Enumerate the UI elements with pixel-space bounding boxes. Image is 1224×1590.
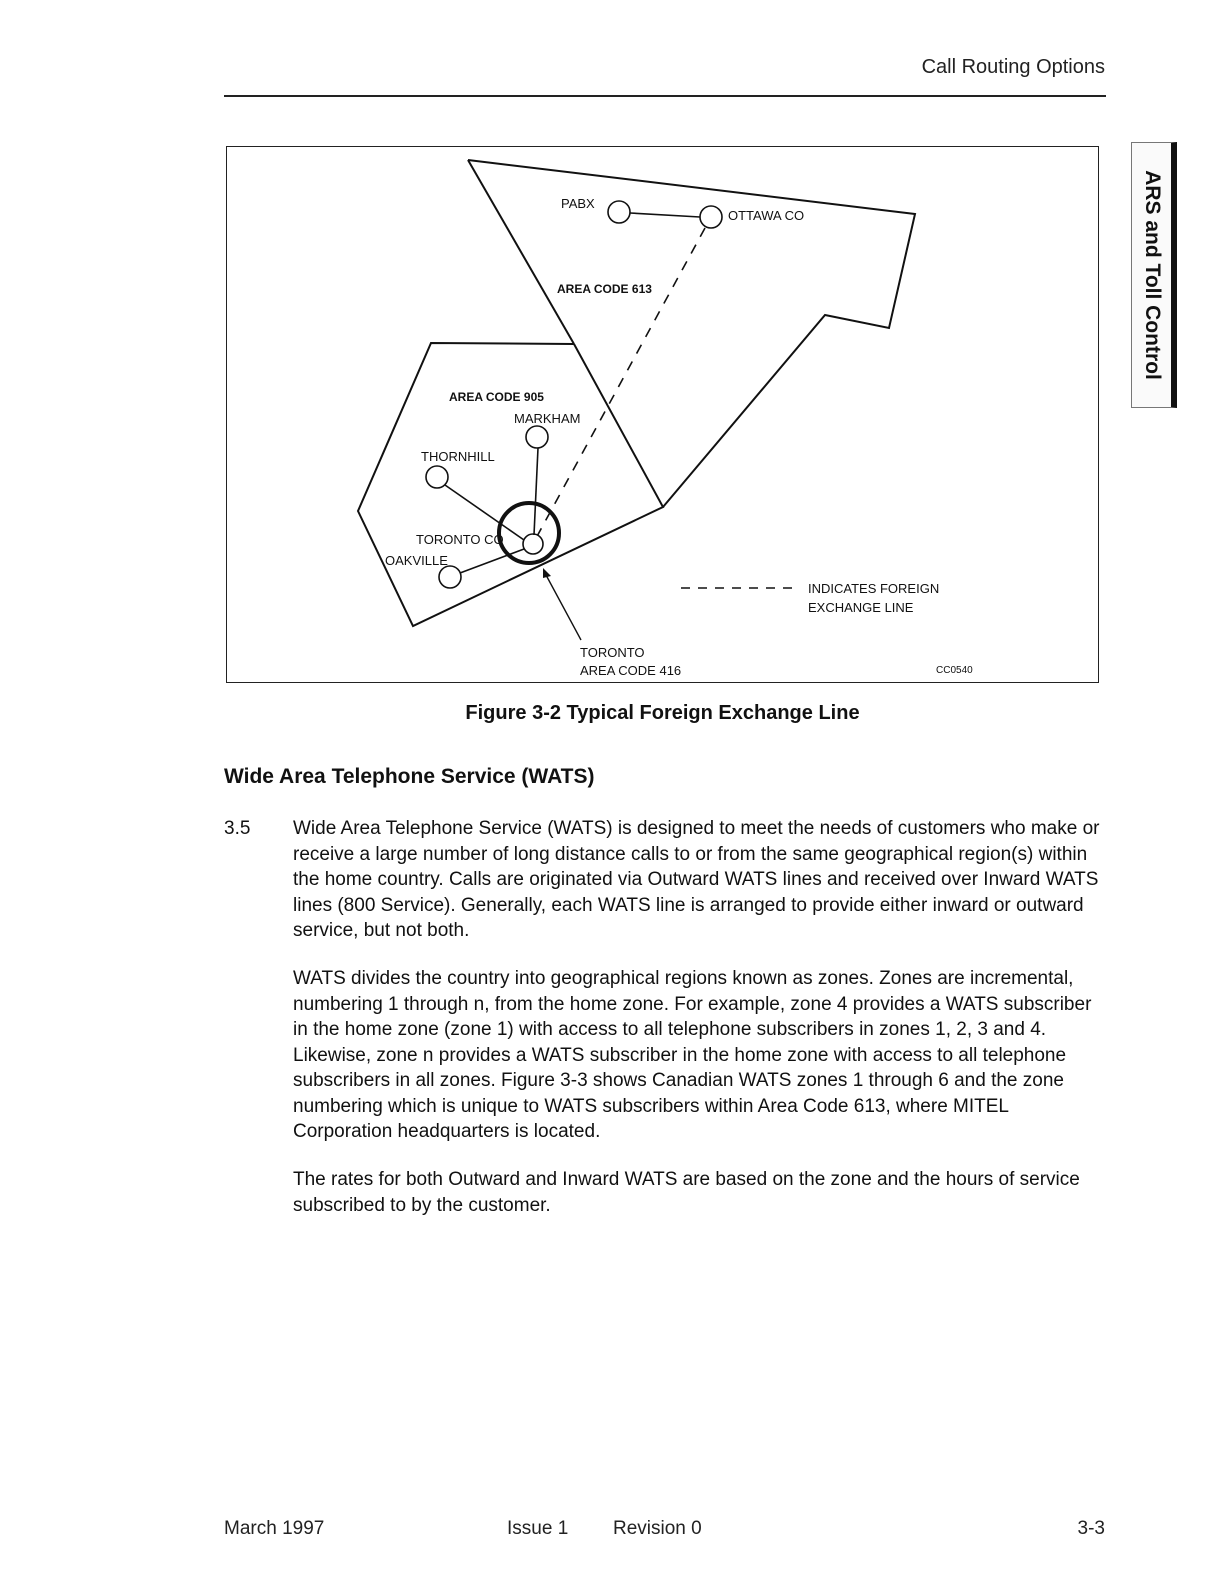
paragraph-number: 3.5	[224, 818, 251, 839]
header-rule	[224, 95, 1106, 97]
figure-frame	[226, 146, 1099, 683]
pabx-ottawa-link	[630, 213, 700, 217]
page-header-title: Call Routing Options	[921, 56, 1105, 78]
toronto-leader-line	[546, 575, 581, 640]
foreign-exchange-line	[535, 228, 705, 540]
chapter-side-tab[interactable]	[1131, 142, 1177, 408]
area-613-boundary-west	[468, 160, 574, 344]
footer-date: March 1997	[224, 1518, 325, 1539]
area-613-outline	[468, 160, 915, 507]
side-tab-label: ARS and Toll Control	[1140, 170, 1164, 380]
area-code-416-label: AREA CODE 416	[580, 663, 682, 678]
markham-node	[526, 426, 548, 448]
markham-label: MARKHAM	[514, 411, 581, 426]
oakville-node	[439, 566, 461, 588]
ottawa-co-node	[700, 206, 722, 228]
area-code-613-label: AREA CODE 613	[557, 282, 652, 296]
toronto-co-node	[523, 534, 543, 554]
paragraph: WATS divides the country into geographical regions known as zones. Zones are incremental, numbering 1 through n, from the home zone. For example, zone 4 provides a WATS subscriber in the home zone (zone 1) with access to all telephone subscribers in zones 1, 2, 3 and 4. Likewise, zone n provides a WATS subscriber in the home zone with access to all telephone subscribers in all zones. Figure 3-3 shows Canadian WATS zones 1 through 6 and the zone numbering which is unique to WATS subscribers within Area Code 613, where MITEL Corporation headquarters is located.	[293, 968, 1092, 1142]
pabx-label: PABX	[561, 196, 595, 211]
footer-issue: Issue 1	[507, 1518, 569, 1539]
toronto-co-label: TORONTO CO	[416, 532, 504, 547]
thornhill-node	[426, 466, 448, 488]
area-code-905-label: AREA CODE 905	[449, 390, 544, 404]
area-905-outline	[358, 343, 663, 626]
footer-revision: Revision 0	[613, 1518, 702, 1539]
foreign-exchange-diagram	[227, 147, 1100, 684]
figure-id-label: CC0540	[936, 665, 973, 676]
paragraph: Wide Area Telephone Service (WATS) is designed to meet the needs of customers who make or receive a large number of long distance calls to or from the same geographical region(s) within the home country. Calls are originated via Outward WATS lines and received over Inward WATS lines (800 Service). Generally, each WATS line is arranged to provide either inward or outward service, but not both.	[293, 818, 1100, 941]
footer-page-number: 3-3	[1077, 1518, 1105, 1539]
toronto-leader-arrow	[543, 568, 551, 578]
thornhill-label: THORNHILL	[421, 449, 495, 464]
legend-label-line1: INDICATES FOREIGN	[808, 581, 940, 596]
section-heading: Wide Area Telephone Service (WATS)	[224, 765, 595, 788]
toronto-label: TORONTO	[580, 645, 645, 660]
paragraph: The rates for both Outward and Inward WATS are based on the zone and the hours of service subscribed to by the customer.	[293, 1169, 1080, 1216]
markham-toronto-link	[534, 448, 538, 535]
figure-caption: Figure 3-2 Typical Foreign Exchange Line	[465, 702, 860, 724]
pabx-node	[608, 201, 630, 223]
ottawa-co-label: OTTAWA CO	[728, 208, 805, 223]
legend-label-line2: EXCHANGE LINE	[808, 600, 914, 615]
oakville-label: OAKVILLE	[385, 553, 448, 568]
